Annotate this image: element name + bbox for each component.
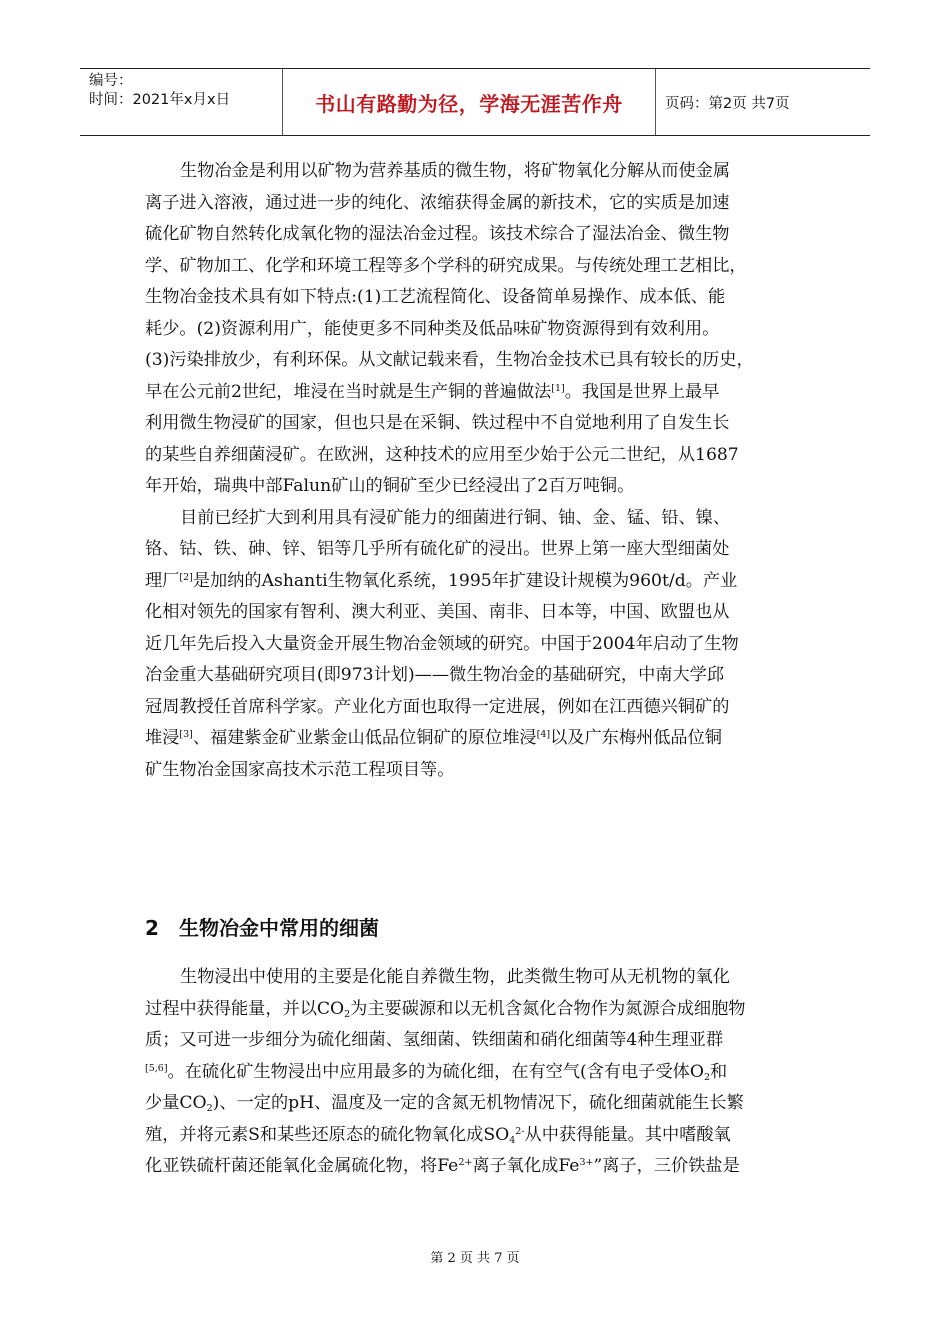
text-line: 耗少。(2)资源利用广，能使更多不同种类及低品味矿物资源得到有效利用。 <box>145 318 720 339</box>
page-header <box>80 68 870 136</box>
text-run: 从中获得能量。其中嗜酸氧 <box>524 1124 731 1145</box>
text-line <box>145 566 815 598</box>
text-line: 硫化矿物自然转化成氧化物的湿法冶金过程。该技术综合了湿法冶金、微生物 <box>145 224 730 244</box>
text-run: )、一定的pH、温度及一定的含氮无机物情况下，硫化细菌就能生长繁 <box>212 1093 744 1113</box>
text-line <box>145 1088 815 1120</box>
text-line <box>145 1120 815 1152</box>
text-run: 殖，并将元素S和某些还原态的硫化物氧化成SO <box>145 1124 510 1145</box>
citation-ref[interactable]: [5,6] <box>145 1062 168 1074</box>
bacteria-paragraph <box>145 962 815 1183</box>
text-run: 少量CO <box>145 1093 207 1113</box>
text-line: 冶金重大基础研究项目(即973计划)——微生物冶金的基础研究，中南大学邱 <box>145 665 725 685</box>
text-line: 利用微生物浸矿的国家，但也只是在采铜、铁过程中不自觉地利用了自发生长 <box>145 413 730 433</box>
text-run: 化亚铁硫杆菌还能氧化金属硫化物，将Fe <box>145 1156 459 1176</box>
doc-id-label: 编号： <box>89 73 133 89</box>
text-line: 冠周教授任首席科学家。产业化方面也取得一定进展，例如在江西德兴铜矿的 <box>145 696 730 717</box>
text-line: 近几年先后投入大量资金开展生物冶金领域的研究。中国于2004年启动了生物 <box>145 633 739 654</box>
text-line <box>145 1151 815 1183</box>
section-title: 生物冶金中常用的细菌 <box>179 916 379 940</box>
doc-time-label: 时间：2021年x月x日 <box>89 92 231 108</box>
page-footer: 第 2 页 共 7 页 <box>430 1251 520 1266</box>
text-line: 质；又可进一步细分为硫化细菌、氢细菌、铁细菌和硝化细菌等4种生理亚群 <box>145 1030 724 1050</box>
subscript: 4 <box>509 1134 516 1146</box>
header-page-number: 页码：第2页 共7页 <box>665 95 790 112</box>
text-line <box>145 377 815 409</box>
text-line: 矿生物冶金国家高技术示范工程项目等。 <box>145 759 455 780</box>
text-line: 年开始，瑞典中部Falun矿山的铜矿至少已经浸出了2百万吨铜。 <box>145 476 635 496</box>
text-line: 化相对领先的国家有智利、澳大利亚、美国、南非、日本等，中国、欧盟也从 <box>145 602 730 622</box>
header-motto: 书山有路勤为径，学海无涯苦作舟 <box>283 69 656 135</box>
subscript: 2 <box>206 1103 213 1114</box>
text-line: 学、矿物加工、化学和环境工程等多个学科的研究成果。与传统处理工艺相比， <box>145 255 747 276</box>
text-line: 铬、钴、铁、砷、锌、铝等几乎所有硫化矿的浸出。世界上第一座大型细菌处 <box>145 539 730 559</box>
citation-ref[interactable]: [1] <box>551 382 565 394</box>
text-line: 生物冶金技术具有如下特点:(1)工艺流程简化、设备简单易操作、成本低、能 <box>145 287 726 307</box>
text-line: 的某些自养细菌浸矿。在欧洲，这种技术的应用至少始于公元二世纪，从1687 <box>145 444 739 465</box>
text-line: 生物冶金是利用以矿物为营养基质的微生物，将矿物氧化分解从而使金属 <box>180 161 731 181</box>
text-line: 离子进入溶液，通过进一步的纯化、浓缩获得金属的新技术，它的实质是加速 <box>145 192 730 213</box>
text-run: 堆浸 <box>145 728 180 748</box>
intro-paragraphs <box>145 156 815 786</box>
text-line <box>145 994 815 1026</box>
text-run: ”离子，三价铁盐是 <box>593 1156 740 1176</box>
text-run: 以及广东梅州低品位铜 <box>550 728 722 748</box>
text-run: 过程中获得能量，并以CO <box>145 998 345 1019</box>
superscript: 2- <box>515 1125 525 1137</box>
section-number: 2 <box>145 916 159 940</box>
citation-ref[interactable]: [4] <box>536 729 551 740</box>
text-run: 。在硫化矿生物浸出中应用最多的为硫化细，在有空气(含有电子受体O <box>167 1061 704 1082</box>
text-line: (3)污染排放少，有利环保。从文献记载来看，生物冶金技术已具有较长的历史， <box>145 350 754 370</box>
citation-ref[interactable]: [2] <box>179 571 193 583</box>
text-run: 和 <box>710 1061 728 1082</box>
text-run: 为主要碳源和以无机含氮化合物作为氮源合成细胞物 <box>350 998 746 1019</box>
superscript: 2+ <box>458 1157 473 1168</box>
text-run: 、福建紫金矿业紫金山低品位铜矿的原位堆浸 <box>192 728 537 748</box>
text-line <box>145 1057 815 1089</box>
text-run: 早在公元前2世纪，堆浸在当时就是生产铜的普遍做法 <box>145 381 552 402</box>
citation-ref[interactable]: [3] <box>179 729 193 740</box>
subscript: 2 <box>703 1071 711 1083</box>
text-run: 离子氧化成Fe <box>472 1156 580 1176</box>
text-run: 理厂 <box>145 570 180 591</box>
subscript: 2 <box>344 1008 351 1020</box>
text-line <box>145 723 815 755</box>
superscript: 3+ <box>579 1157 594 1168</box>
section-heading <box>145 912 379 941</box>
text-run: 。我国是世界上最早 <box>564 381 720 402</box>
header-meta-cell <box>80 69 283 135</box>
text-line: 生物浸出中使用的主要是化能自养微生物，此类微生物可从无机物的氧化 <box>180 967 731 987</box>
text-line: 目前已经扩大到利用具有浸矿能力的细菌进行铜、铀、金、锰、铅、镍、 <box>180 507 731 528</box>
text-run: 是加纳的Ashanti生物氧化系统，1995年扩建设计规模为960t/d。产业 <box>192 570 738 591</box>
